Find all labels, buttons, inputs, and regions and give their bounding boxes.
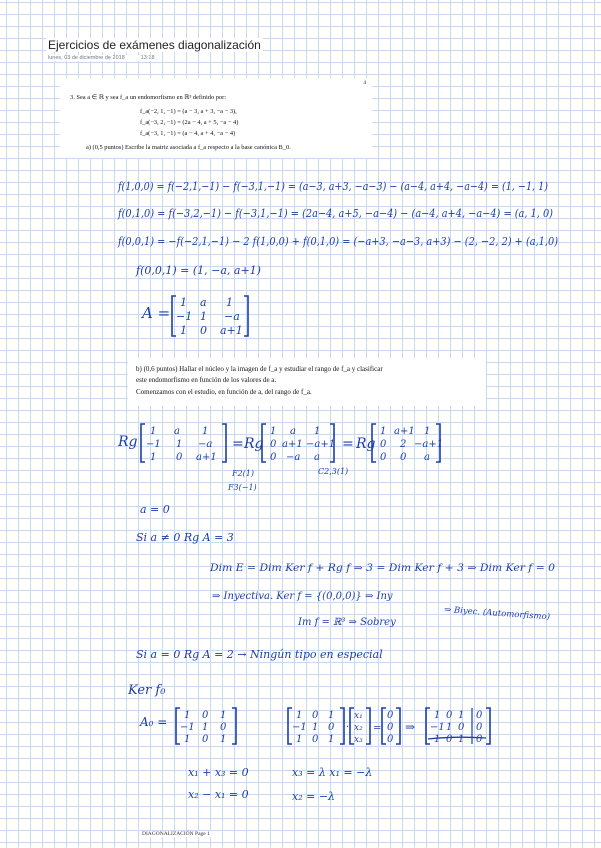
hw-r2-13: 1 (314, 426, 321, 437)
definition-2: f_a(−3, 2, −1) = (2a − 4, a + 5, −a − 4) (140, 119, 239, 126)
hw-z2: 0 (387, 722, 394, 733)
hw-a-11: 1 (180, 296, 187, 309)
hw-a-31: 1 (180, 324, 187, 337)
hw-aug-23: 0 (458, 722, 465, 733)
hw-s-22: 1 (312, 722, 319, 733)
hw-op-c23: C2,3(1) (318, 467, 349, 476)
hw-s-21: −1 (292, 722, 307, 733)
hw-r3-32: 0 (400, 452, 407, 463)
hw-matrix-a-label: A = (142, 304, 171, 322)
hw-bijective: ⇒ Biyec. (Automorfismo) (443, 605, 551, 623)
hw-r3-11: 1 (380, 426, 387, 437)
hw-r2-33: a (314, 452, 320, 463)
hw-r3-12: a+1 (394, 426, 415, 437)
hw-case-a-eq-0: Si a = 0 Rg A = 2 → Ningún tipo en especial (136, 648, 383, 661)
hw-a0-12: 0 (202, 710, 209, 721)
hw-r2-21: 0 (270, 439, 277, 450)
hw-a-32: 0 (200, 324, 207, 337)
hw-r1-13: 1 (202, 426, 209, 437)
part-b-line-1: b) (0,6 puntos) Hallar el núcleo y la imagen de f_a y estudiar el rango de f_a y clasificar (136, 365, 383, 373)
hw-r3-31: 0 (380, 452, 387, 463)
hw-dimension-theorem: Dim E = Dim Ker f + Rg f ⇒ 3 = Dim Ker f + 3 ⇒ Dim Ker f = 0 (208, 563, 556, 574)
hw-r3-22: 2 (400, 439, 407, 450)
svg-text:=: = (373, 723, 382, 734)
hw-a0-21: −1 (180, 722, 195, 733)
hw-equation-2: x₂ − x₁ = 0 (188, 788, 249, 801)
hw-r1-12: a (174, 426, 180, 437)
hw-aug-13: 1 (458, 710, 465, 721)
page-footer: DIAGONALIZACIÓN Page 1 (142, 831, 210, 837)
hw-x3: x₃ (354, 735, 363, 745)
hw-aug-34: 0 (476, 734, 483, 745)
hw-a0-31: 1 (184, 734, 191, 745)
hw-x2: x₂ (354, 723, 363, 733)
hw-s-12: 0 (312, 710, 319, 721)
hw-aug-12: 0 (446, 710, 453, 721)
part-b-line-3: Comenzamos con el estudio, en función de a, del rango de f_a. (136, 388, 312, 396)
hw-a0-23: 0 (220, 722, 227, 733)
hw-s-11: 1 (296, 710, 303, 721)
hw-rank-label-2: Rg (244, 436, 264, 452)
hw-surjective: Im f = ℝ³ ⇒ Sobrey (298, 617, 396, 628)
hw-r1-32: 0 (176, 452, 183, 463)
hw-r3-13: 1 (424, 426, 431, 437)
hw-kernel-label: Ker f₀ (128, 683, 166, 698)
svg-text:=: = (342, 436, 354, 452)
hw-injective: ⇒ Inyectiva. Ker f = {(0,0,0)} ⇒ Iny (212, 591, 393, 602)
hw-r1-21: −1 (146, 439, 161, 450)
hw-op-f3: F3(−1) (228, 483, 257, 492)
exercise-statement: 3. Sea a ∈ ℝ y sea f_a un endomorfismo en ℝ³ definido por: (70, 94, 227, 101)
hw-a0-13: 1 (220, 710, 227, 721)
hw-r1-31: 1 (150, 452, 157, 463)
hw-r2-22: a+1 (282, 439, 303, 450)
hw-a-22: 1 (200, 310, 207, 323)
definition-3: f_a(−3, 1, −1) = (a − 4, a + 4, −a − 4) (140, 130, 236, 137)
hw-r2-32: −a (286, 452, 301, 463)
hw-line-f010: f(0,1,0) = f(−3,2,−1) − f(−3,1,−1) = (2a−4, a+5, −a−4) − (a−4, a+4, −a−4) = (a, 1, 0) (117, 207, 554, 220)
hw-line-f001-result: f(0,0,1) = (1, −a, a+1) (136, 264, 261, 277)
definition-1: f_a(−2, 1, −1) = (a − 3, a + 3, −a − 3), (140, 108, 237, 115)
hw-a0-32: 0 (202, 734, 209, 745)
svg-text:·: · (346, 722, 350, 733)
hw-r1-23: −a (198, 439, 213, 450)
hw-a-13: 1 (226, 296, 233, 309)
hw-a0-22: 1 (202, 722, 209, 733)
hw-a0-33: 1 (220, 734, 227, 745)
hw-r1-22: 1 (176, 439, 183, 450)
hw-s-32: 0 (312, 734, 319, 745)
hw-case-a-ne-0: Si a ≠ 0 Rg A = 3 (136, 531, 234, 544)
hw-aug-24: 0 (476, 722, 483, 733)
part-b-line-2: este endomorfismo en función de los valores de a. (136, 376, 277, 384)
hw-r3-21: 0 (380, 439, 387, 450)
hw-z3: 0 (387, 734, 394, 745)
svg-text:⇒: ⇒ (405, 720, 416, 734)
hw-a-23: −a (224, 310, 240, 323)
hw-op-f2: F2(1) (232, 469, 254, 478)
hw-r2-31: 0 (270, 452, 277, 463)
hw-r2-11: 1 (270, 426, 277, 437)
hw-aug-22: 1 (446, 722, 453, 733)
svg-text:=: = (232, 436, 244, 452)
hw-line-f001: f(0,0,1) = −f(−2,1,−1) − 2 f(1,0,0) + f(0,1,0) = (−a+3, −a−3, a+3) − (2, −2, 2) + (a,1,0) (117, 235, 559, 248)
note-time: 13:18 (140, 55, 155, 61)
hw-a-33: a+1 (220, 324, 243, 337)
hw-case-a0: a = 0 (140, 503, 170, 516)
hw-a-12: a (200, 296, 207, 309)
hw-aug-31: 1 (434, 734, 441, 745)
hw-s-33: 1 (328, 734, 335, 745)
hw-equation-1: x₁ + x₃ = 0 (188, 766, 249, 779)
hw-r2-12: a (290, 426, 296, 437)
hw-rank-label-3: Rg (356, 436, 376, 452)
hw-aug-33: 1 (458, 734, 465, 745)
hw-x1: x₁ (354, 711, 363, 721)
hw-rank-label: Rg (118, 434, 138, 450)
hw-a0-11: 1 (184, 710, 191, 721)
hw-solution-2: x₂ = −λ (292, 790, 336, 803)
hw-z1: 0 (387, 710, 394, 721)
hw-r2-23: −a+1 (306, 439, 336, 450)
hw-aug-32: 0 (446, 734, 453, 745)
hw-r3-23: −a+1 (414, 439, 444, 450)
note-date: lunes, 03 de diciembre de 2018 (48, 55, 125, 61)
part-a-statement: a) (0,5 puntos) Escribe la matriz asociada a f_a respecto a la base canónica B_0. (86, 144, 291, 151)
hw-aug-21: −1 (430, 722, 445, 733)
hw-r3-33: a (424, 452, 430, 463)
hw-r1-11: 1 (150, 426, 157, 437)
hw-s-13: 1 (328, 710, 335, 721)
hw-line-f100: f(1,0,0) = f(−2,1,−1) − f(−3,1,−1) = (a−3, a+3, −a−3) − (a−4, a+4, −a−4) = (1, −1, 1) (117, 180, 549, 193)
page-number: 4 (363, 81, 366, 86)
page-title: Ejercicios de exámenes diagonalización (48, 38, 261, 52)
hw-solution-1: x₃ = λ x₁ = −λ (292, 766, 373, 779)
hw-s-31: 1 (296, 734, 303, 745)
hw-s-23: 0 (328, 722, 335, 733)
hw-aug-11: 1 (434, 710, 441, 721)
hw-a0-label: A₀ = (140, 715, 168, 729)
hw-a-21: −1 (176, 310, 193, 323)
hw-r1-33: a+1 (196, 452, 217, 463)
hw-aug-14: 0 (476, 710, 483, 721)
